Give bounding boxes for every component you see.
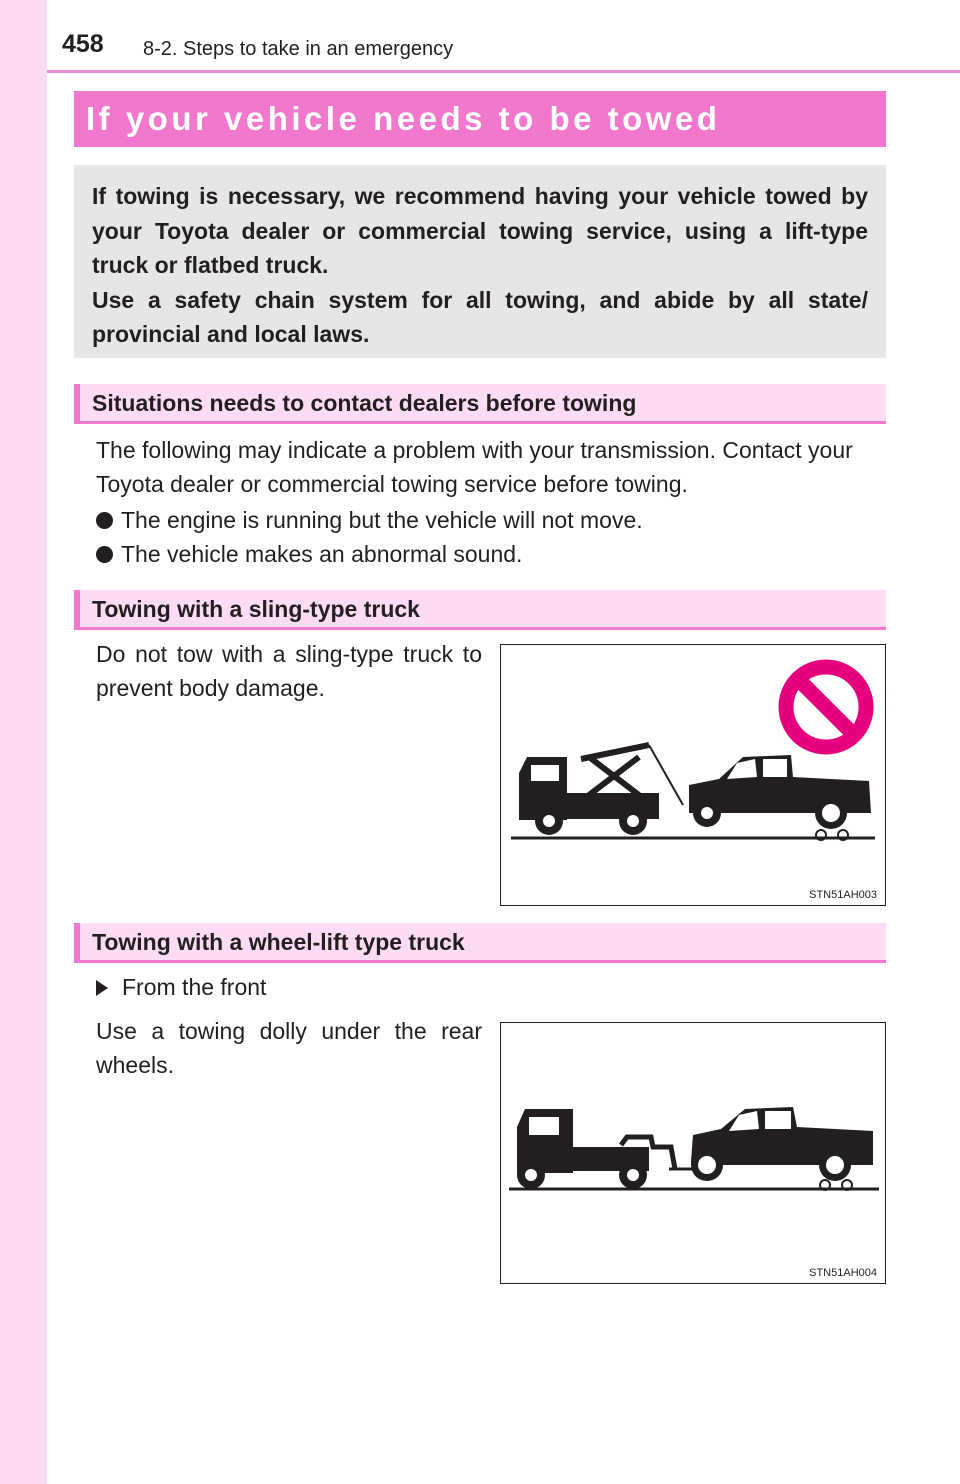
heading-dealers: Situations needs to contact dealers before towing bbox=[74, 384, 886, 424]
bullet-icon bbox=[96, 546, 113, 563]
tow-truck bbox=[519, 745, 683, 835]
sling-truck-figure bbox=[500, 644, 886, 906]
wheel-lift-text: Use a towing dolly under the rear wheels. bbox=[96, 1018, 482, 1078]
list-item bbox=[96, 537, 522, 571]
wheel-lift-illustration bbox=[501, 1023, 885, 1283]
heading-sling-type: Towing with a sling-type truck bbox=[74, 590, 886, 630]
list-item bbox=[96, 503, 643, 537]
pickup-truck bbox=[689, 755, 871, 840]
running-head: 8-2. Steps to take in an emergency bbox=[143, 38, 454, 60]
bullet-icon bbox=[96, 512, 113, 529]
sling-text: Do not tow with a sling-type truck to prevent body damage. bbox=[96, 641, 482, 701]
figure-code: STN51AH004 bbox=[809, 1267, 877, 1279]
intro-paragraph-1: If towing is necessary, we recommend having your vehicle towed by your Toyota dealer or commercial towing service, using a lift-type truck or flatbed truck. bbox=[92, 183, 868, 278]
bullet-text: The vehicle makes an abnormal sound. bbox=[121, 541, 523, 567]
wheel-lift-figure bbox=[500, 1022, 886, 1284]
prohibition-slash bbox=[798, 679, 854, 735]
intro-box bbox=[74, 165, 886, 358]
tow-truck bbox=[517, 1109, 713, 1189]
section-title: If your vehicle needs to be towed bbox=[74, 91, 886, 147]
figure-code: STN51AH003 bbox=[809, 889, 877, 901]
sub-item-label: From the front bbox=[122, 974, 267, 1000]
arrow-bullet-icon bbox=[96, 980, 108, 996]
page-number: 458 bbox=[62, 30, 104, 58]
sling-truck-illustration bbox=[501, 645, 885, 905]
side-strip bbox=[0, 0, 47, 1484]
heading-wheel-lift: Towing with a wheel-lift type truck bbox=[74, 923, 886, 963]
pickup-truck bbox=[691, 1107, 873, 1190]
dealers-text: The following may indicate a problem with your transmission. Contact your Toyota dealer or commercial towing service before towing. bbox=[96, 437, 853, 497]
header-rule bbox=[47, 70, 960, 73]
intro-paragraph-2: Use a safety chain system for all towing, and abide by all state/ provincial and local laws. bbox=[92, 286, 868, 347]
sub-item-from-front bbox=[96, 970, 266, 1004]
bullet-text: The engine is running but the vehicle will not move. bbox=[121, 507, 643, 533]
